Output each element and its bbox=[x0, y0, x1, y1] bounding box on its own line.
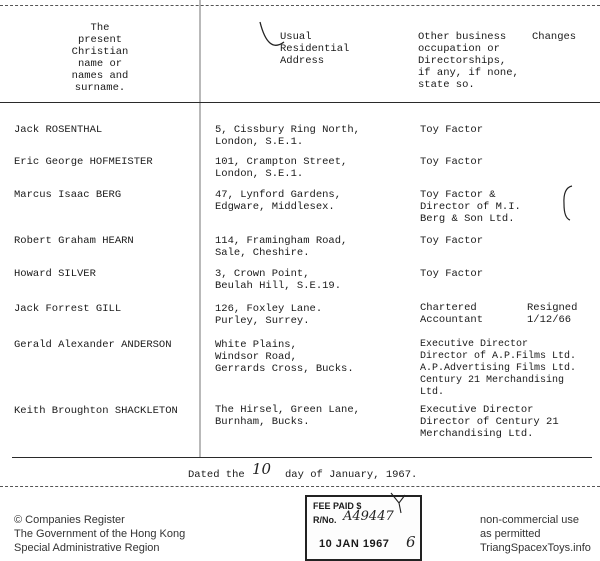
row-name: Keith Broughton SHACKLETON bbox=[14, 405, 178, 417]
row-changes: Resigned 1/12/66 bbox=[527, 302, 578, 326]
top-rule bbox=[0, 5, 600, 6]
usage-line: TriangSpacexToys.info bbox=[480, 542, 591, 554]
row-name: Marcus Isaac BERG bbox=[14, 189, 122, 201]
row-address: 101, Crampton Street, London, S.E.1. bbox=[215, 156, 348, 180]
row-name: Gerald Alexander ANDERSON bbox=[14, 339, 172, 351]
header-address: Usual Residential Address bbox=[280, 31, 350, 67]
header-changes: Changes bbox=[532, 31, 577, 43]
rno-value: A49447 bbox=[343, 509, 394, 524]
fee-paid-stamp bbox=[305, 495, 422, 561]
row-name: Eric George HOFMEISTER bbox=[14, 156, 153, 168]
row-business: Toy Factor bbox=[420, 235, 484, 247]
row-address: White Plains, Windsor Road, Gerrards Cross, Bucks. bbox=[215, 339, 354, 375]
header-names: The present Christian name or names and surname. bbox=[71, 22, 129, 94]
dated-day-handwritten: 10 bbox=[252, 460, 272, 478]
row-name: Jack ROSENTHAL bbox=[14, 124, 103, 136]
row-business: Toy Factor bbox=[420, 268, 484, 280]
header-business: Other business occupation or Directorships, if any, if none, state so. bbox=[418, 31, 519, 91]
stamp-date-mark: 6 bbox=[406, 533, 416, 551]
row-address: 126, Foxley Lane. Purley, Surrey. bbox=[215, 303, 323, 327]
fee-paid-label: FEE PAID $ bbox=[313, 501, 362, 511]
rno-label: R/No. bbox=[313, 515, 337, 525]
footer-rule bbox=[0, 486, 600, 487]
copyright-line: The Government of the Hong Kong bbox=[14, 528, 186, 540]
row-address: 47, Lynford Gardens, Edgware, Middlesex. bbox=[215, 189, 342, 213]
header-rule bbox=[0, 102, 600, 103]
row-business: Executive Director Director of Century 21 Merchandising Ltd. bbox=[420, 404, 559, 440]
column-divider bbox=[199, 0, 201, 458]
stamp-date: 10 JAN 1967 bbox=[319, 538, 390, 550]
stamp-scribble bbox=[385, 491, 415, 517]
row-business: Toy Factor bbox=[420, 156, 484, 168]
handwritten-tick bbox=[252, 14, 292, 54]
copyright-line: © Companies Register bbox=[14, 514, 125, 526]
row-name: Howard SILVER bbox=[14, 268, 96, 280]
row-business: Chartered Accountant bbox=[420, 302, 484, 326]
row-address: The Hirsel, Green Lane, Burnham, Bucks. bbox=[215, 404, 360, 428]
dated-suffix: day of January, 1967. bbox=[285, 469, 418, 481]
row-address: 5, Cissbury Ring North, London, S.E.1. bbox=[215, 124, 360, 148]
row-address: 114, Framingham Road, Sale, Cheshire. bbox=[215, 235, 348, 259]
table-bottom-rule bbox=[12, 457, 592, 458]
row-business: Executive Director Director of A.P.Films Ltd. A.P.Advertising Films Ltd. Century 21 Merchandising Ltd. bbox=[420, 339, 577, 398]
row-name: Robert Graham HEARN bbox=[14, 235, 134, 247]
row-business: Toy Factor & Director of M.I. Berg & Son Ltd. bbox=[420, 189, 521, 225]
dated-prefix: Dated the bbox=[188, 469, 245, 481]
usage-line: as permitted bbox=[480, 528, 541, 540]
handwritten-bracket bbox=[560, 184, 576, 224]
row-name: Jack Forrest GILL bbox=[14, 303, 122, 315]
usage-line: non-commercial use bbox=[480, 514, 580, 526]
row-business: Toy Factor bbox=[420, 124, 484, 136]
copyright-line: Special Administrative Region bbox=[14, 542, 160, 554]
row-address: 3, Crown Point, Beulah Hill, S.E.19. bbox=[215, 268, 342, 292]
